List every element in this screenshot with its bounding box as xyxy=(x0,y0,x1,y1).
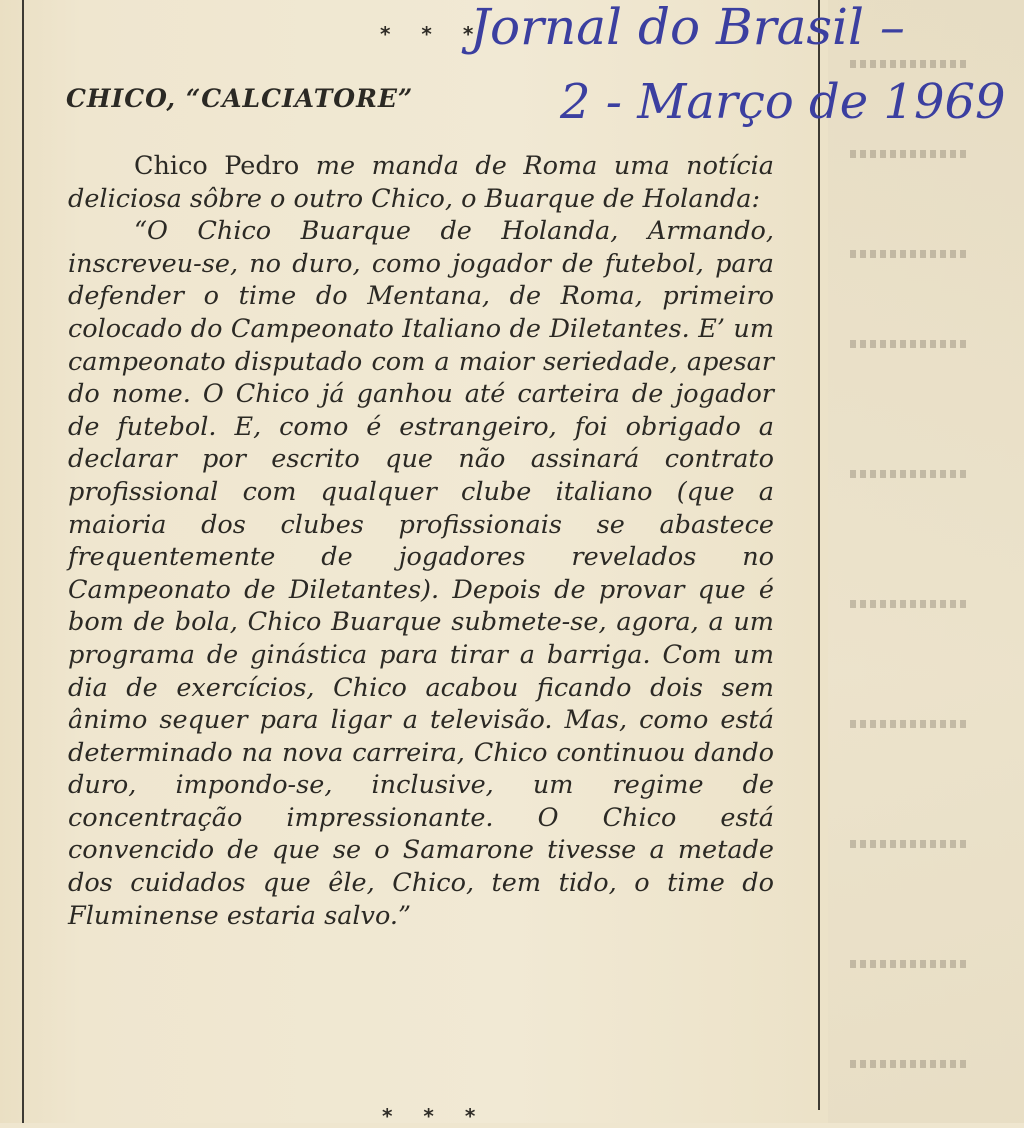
bleed-mark xyxy=(850,250,970,258)
quote-paragraph: “O Chico Buarque de Holanda, Armando, inscreveu-se, no duro, como jogador de futebol, para defender o time do Mentana, de Roma, primeiro colocado do Campeonato Italiano de Diletantes. E’ um campeonato disputado com a maior seriedade, apesar do nome. O Chico já ganhou até carteira de jogador de futebol. E, como é estrangeiro, foi obrigado a declarar por escrito que não assinará contrato profissional com qualquer clube italiano (que a maioria dos clubes profissionais se abastece frequentemente de jogadores revelados no Campeonato de Diletantes). Depois de provar que é bom de bola, Chico Buarque submete-se, agora, a um programa de ginástica para tirar a barriga. Com um dia de exercícios, Chico acabou ficando dois sem ânimo sequer para ligar a televisão. Mas, como está determinado na nova carreira, Chico continuou dando duro, impondo-se, inclusive, um regime de concentração impressionante. O Chico está convencido de que se o Samarone tivesse a metade dos cuidados que êle, Chico, tem tido, o time do Fluminense estaria salvo.” xyxy=(68,216,774,931)
right-column-rule xyxy=(818,0,820,1110)
section-divider-bottom: * * * xyxy=(382,1104,488,1128)
bleed-mark xyxy=(850,340,970,348)
bleed-mark xyxy=(850,60,970,68)
left-column-rule xyxy=(22,0,24,1123)
bleed-mark xyxy=(850,1060,970,1068)
adjacent-column-bleed xyxy=(828,0,1024,1123)
handwritten-date-note: 2 - Março de 1969 xyxy=(560,74,1006,130)
article-body xyxy=(68,150,774,932)
intro-text: me manda de Roma uma notícia deliciosa sôbre o outro Chico, o Buarque de Holanda: xyxy=(68,151,774,214)
bleed-mark xyxy=(850,600,970,608)
bleed-mark xyxy=(850,720,970,728)
bleed-mark xyxy=(850,470,970,478)
handwritten-source-note: Jornal do Brasil – xyxy=(470,0,905,56)
headline: CHICO, “CALCIATORE” xyxy=(66,84,414,113)
intro-paragraph xyxy=(68,150,774,215)
bleed-mark xyxy=(850,960,970,968)
bleed-mark xyxy=(850,840,970,848)
bleed-mark xyxy=(850,150,970,158)
section-divider-top: * * * xyxy=(380,22,486,46)
intro-name: Chico Pedro xyxy=(134,151,300,181)
